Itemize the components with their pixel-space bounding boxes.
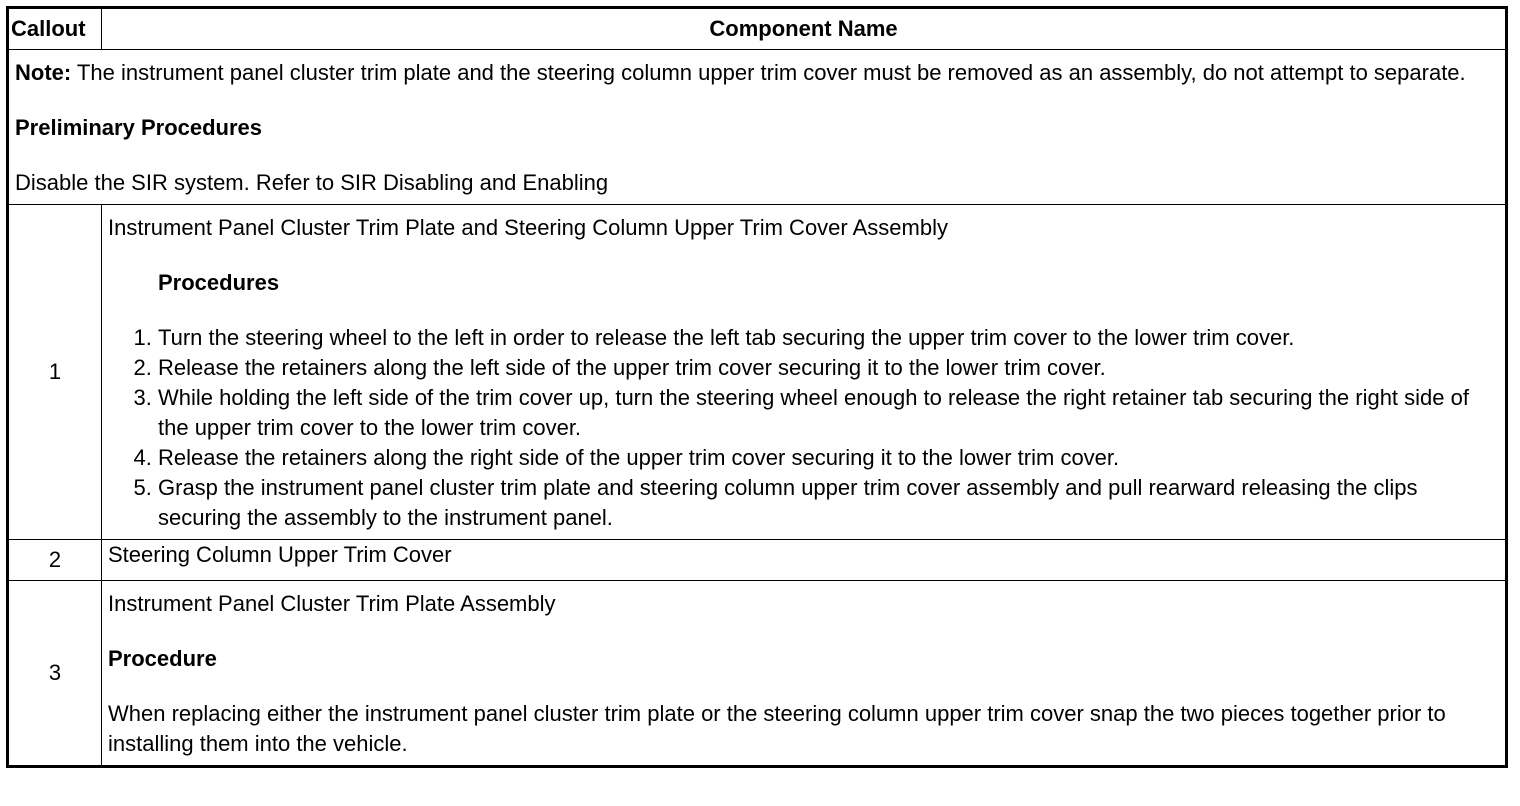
callout-number: 2 (8, 540, 102, 581)
procedure-step: 4. Release the retainers along the right side of the upper trim cover securing it to the lower trim cover. (158, 443, 1499, 473)
callout-column-header: Callout (8, 8, 102, 50)
component-cell (102, 205, 1507, 540)
component-name: Instrument Panel Cluster Trim Plate Assembly (108, 591, 556, 616)
component-name: Steering Column Upper Trim Cover (102, 540, 1507, 581)
note-paragraph (15, 58, 1499, 88)
procedure-heading: Procedure (108, 646, 217, 671)
procedure-step: 2. Release the retainers along the left side of the upper trim cover securing it to the lower trim cover. (158, 353, 1499, 383)
note-row (8, 50, 1507, 205)
procedure-document (6, 6, 1508, 768)
procedure-text: When replacing either the instrument panel cluster trim plate or the steering column upper trim cover snap the two pieces together prior to installing them into the vehicle. (108, 701, 1446, 756)
component-name: Instrument Panel Cluster Trim Plate and Steering Column Upper Trim Cover Assembly (108, 215, 948, 240)
note-text: The instrument panel cluster trim plate and the steering column upper trim cover must be removed as an assembly, do not attempt to separate. (71, 60, 1466, 85)
component-table (6, 6, 1508, 768)
preliminary-heading: Preliminary Procedures (15, 115, 263, 140)
header-row (8, 8, 1507, 50)
procedure-step: 5. Grasp the instrument panel cluster trim plate and steering column upper trim cover assembly and pull rearward releasing the clips securing the assembly to the instrument panel. (158, 473, 1499, 533)
component-cell (102, 581, 1507, 767)
note-cell (8, 50, 1507, 205)
callout-number: 3 (8, 581, 102, 767)
procedure-steps (108, 323, 1499, 533)
preliminary-text: Disable the SIR system. Refer to SIR Disabling and Enabling (15, 170, 609, 195)
procedure-step: 1. Turn the steering wheel to the left in order to release the left tab securing the upper trim cover to the lower trim cover. (158, 323, 1499, 353)
table-row (8, 540, 1507, 581)
component-name-column-header: Component Name (102, 8, 1507, 50)
table-row (8, 205, 1507, 540)
procedure-step: 3. While holding the left side of the trim cover up, turn the steering wheel enough to release the right retainer tab securing the right side of the upper trim cover to the lower trim cover. (158, 383, 1499, 443)
table-row (8, 581, 1507, 767)
callout-number: 1 (8, 205, 102, 540)
procedures-heading: Procedures (158, 270, 280, 295)
note-label: Note: (15, 60, 72, 85)
